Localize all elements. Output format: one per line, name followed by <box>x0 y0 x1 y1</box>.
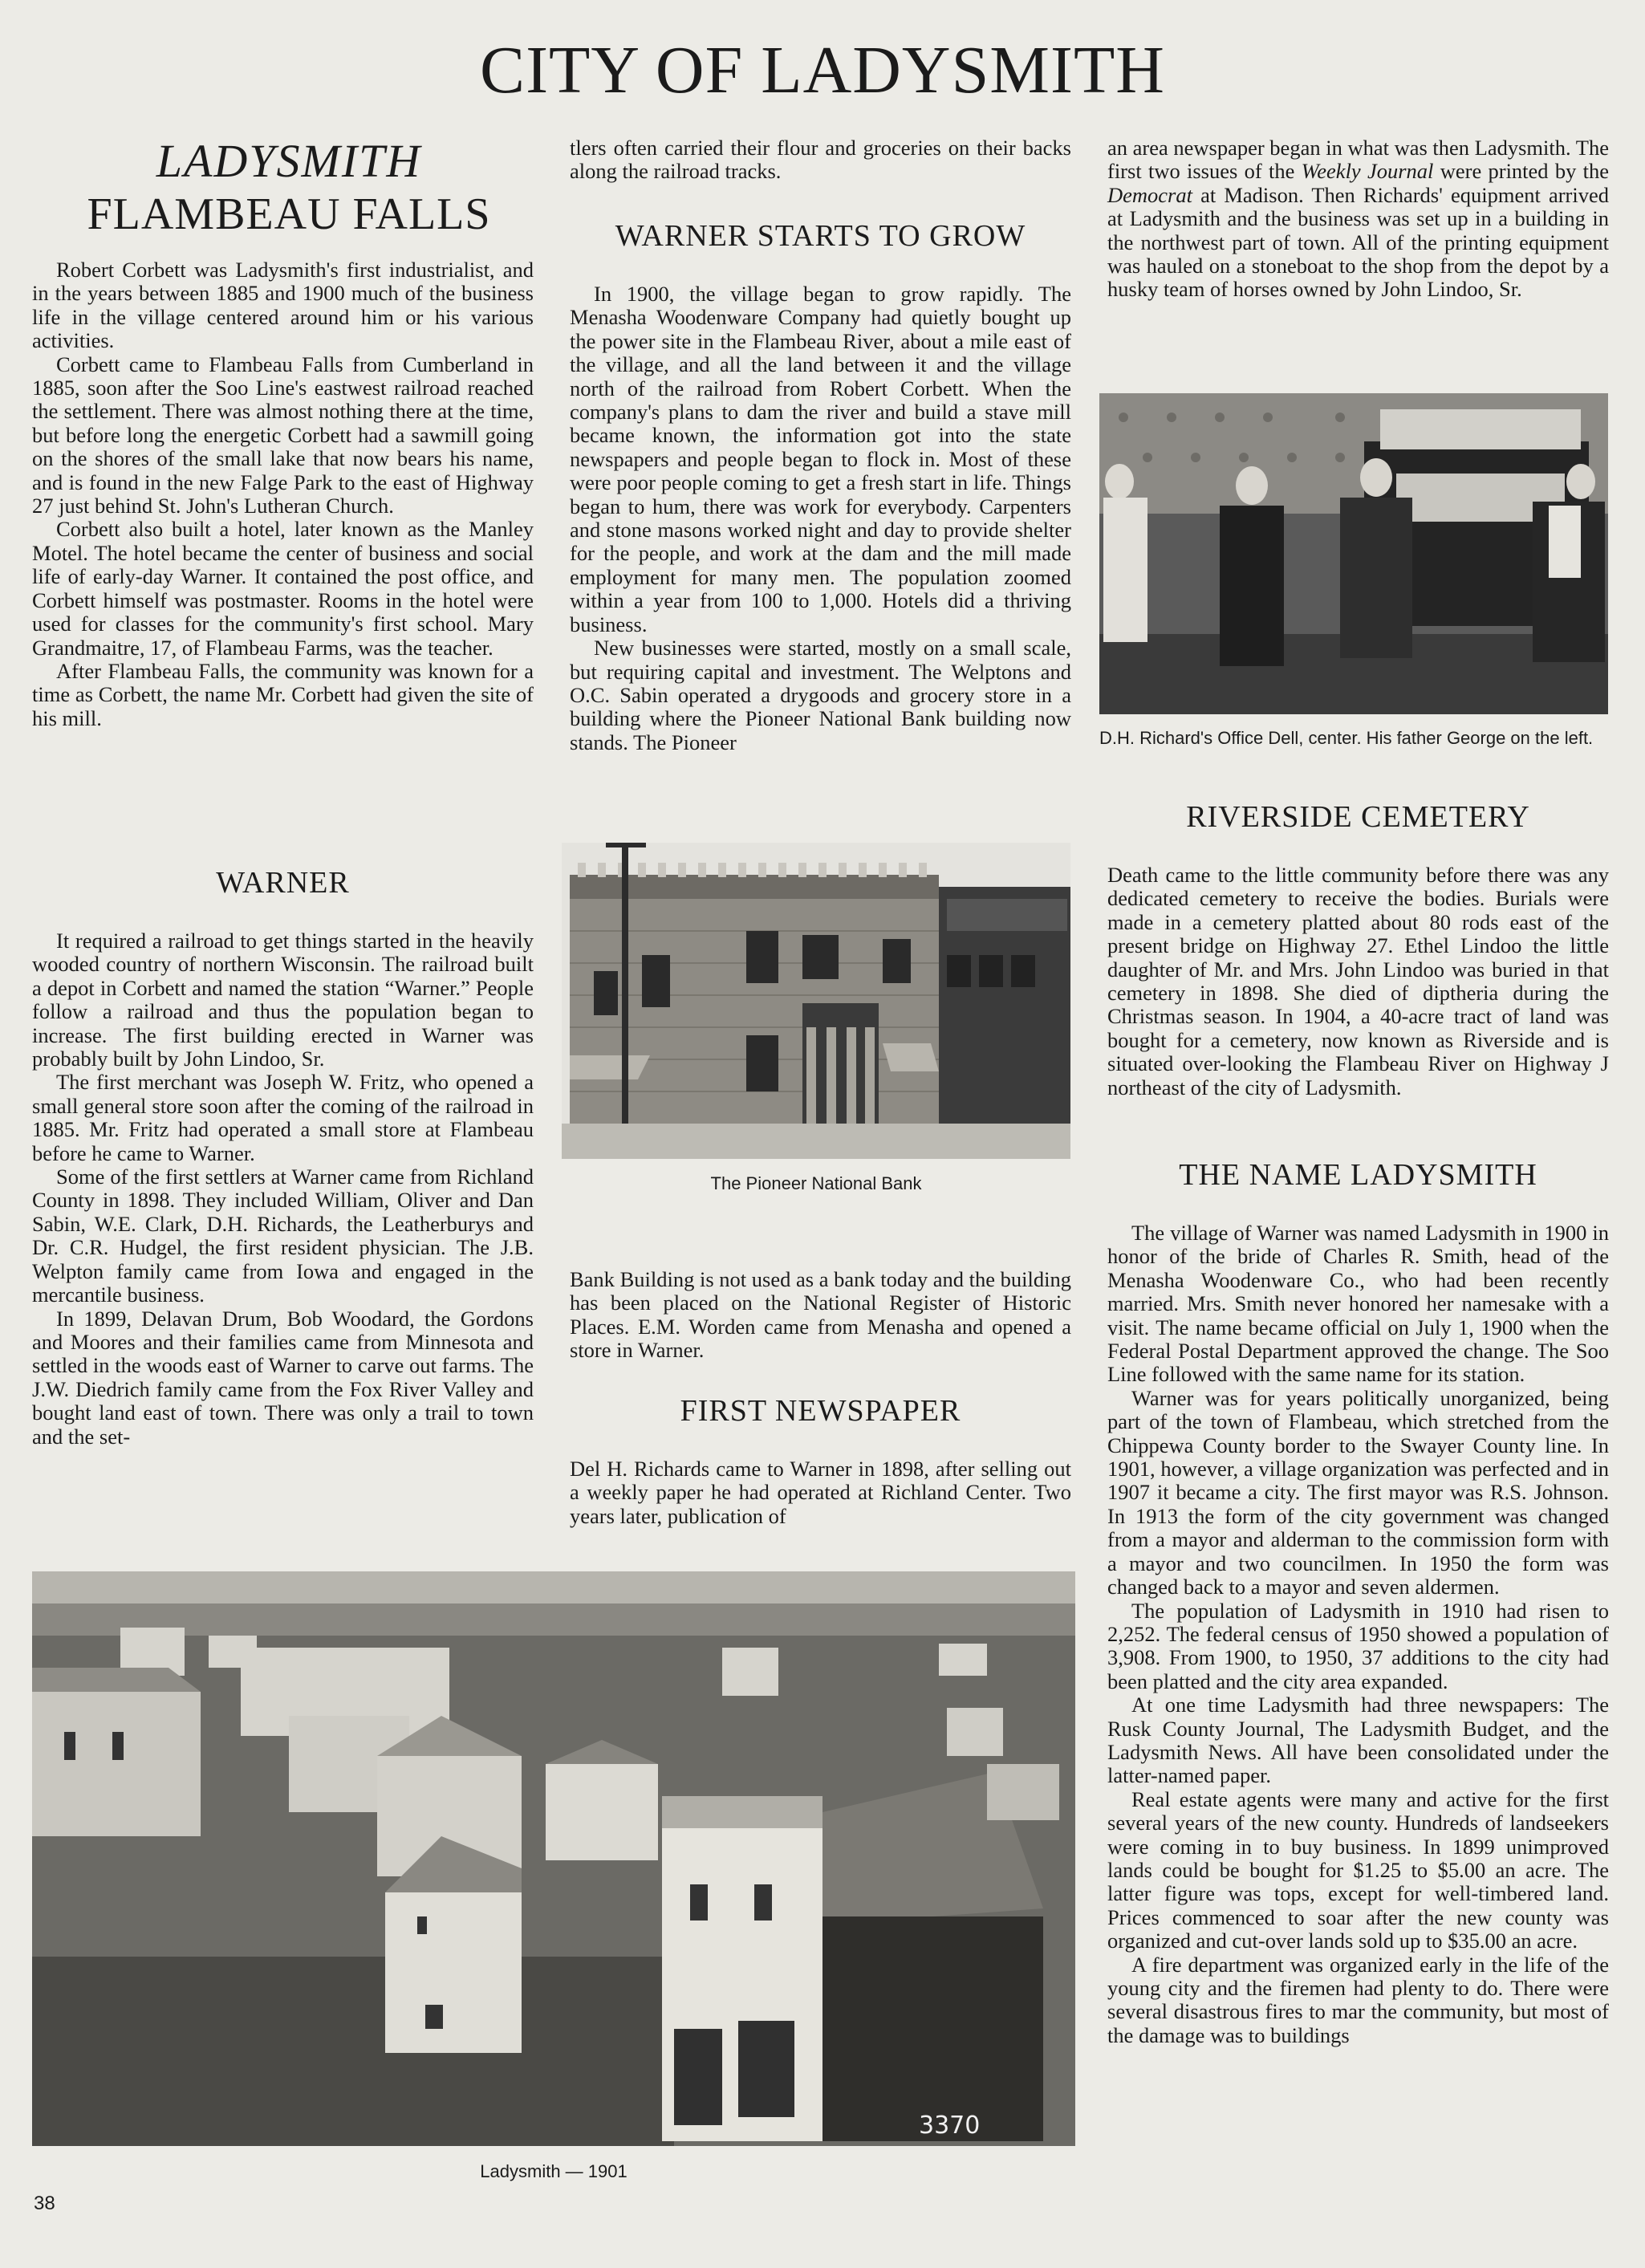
paragraph: The population of Ladysmith in 1910 had risen to 2,252. The federal census of 1950 showed a population of 3,908. From 1900, to 1950, 37 additions to the city had been platted and the city area expanded. <box>1107 1598 1609 1693</box>
paragraph: In 1900, the village began to grow rapidly. The Menasha Woodenware Company had quietly bought up the power site in the Flambeau River, about a mile east of the village, and all the land between it and the village north of the railroad from Robert Corbett. When the company's plans to dam the river and build a stave mill became known, the information got into the state newspapers and people began to flock in. Most of these were poor people coming to get a fresh start in life. Things began to hum, there was work for everybody. Carpenters and stone masons worked night and day to provide shelter for the people, and work at the dam and the mill made employment for many men. The population zoomed within a year from 100 to 1,000. Hotels did a thriving business. <box>570 282 1071 636</box>
paragraph: New businesses were started, mostly on a small scale, but requiring capital and investment. The Welptons and O.C. Sabin operated a drygoods and grocery store in a building where the Pioneer National Bank building now stands. The Pioneer <box>570 636 1071 754</box>
col3-continuation <box>1107 136 1609 302</box>
paragraph <box>1107 136 1609 302</box>
page-title: CITY OF LADYSMITH <box>480 33 1165 108</box>
paragraph: Some of the first settlers at Warner came from Richland County in 1898. They included William, Oliver and Dan Sabin, W.E. Clark, D.H. Richards, the Leatherburys and Dr. C.R. Hudgel, the first resident physician. The J.B. Welpton family came from Iowa and engaged in the mercantile business. <box>32 1164 534 1307</box>
office-photo-caption: D.H. Richard's Office Dell, center. His father George on the left. <box>1099 728 1594 748</box>
paragraph: The village of Warner was named Ladysmith in 1900 in honor of the bride of Charles R. Smith, head of the Menasha Woodenware Co., who had been recently married. Mrs. Smith never honored her namesake with a visit. The name became official on July 1, 1900 when the Federal Postal Department approved the change. The Soo Line followed with the same name for its station. <box>1107 1221 1609 1387</box>
heading-warner-starts-to-grow: WARNER STARTS TO GROW <box>615 219 1026 253</box>
section-title-flambeau-falls: FLAMBEAU FALLS <box>87 189 491 239</box>
cemetery-body <box>1107 864 1609 1099</box>
town-photo <box>32 1571 1075 2146</box>
paragraph: Bank Building is not used as a bank today and the building has been placed on the National Register of Historic Places. E.M. Worden came from Menasha and opened a store in Warner. <box>570 1267 1071 1363</box>
paragraph: tlers often carried their flour and groceries on their backs along the railroad tracks. <box>570 136 1071 184</box>
pioneer-bank-photo <box>562 843 1070 1159</box>
paragraph: The first merchant was Joseph W. Fritz, who opened a small general store soon after the coming of the railroad in 1885. Mr. Fritz had operated a small store at Flambeau before he came to Warner. <box>32 1070 534 1165</box>
italic-title: Weekly Journal <box>1301 159 1434 184</box>
page-number: 38 <box>34 2193 55 2214</box>
paragraph: Real estate agents were many and active for the first several years of the new county. Hundreds of landseekers were coming in to buy business. In 1899 unimproved lands could be bought for $1.25 to $5.00 an acre. The latter figure was tops, except for well-timbered land. Prices commenced to soar after the new county was organized and cut-over lands sold up to $35.00 an acre. <box>1107 1786 1609 1953</box>
paragraph: In 1899, Delavan Drum, Bob Woodard, the Gordons and Moores and their families came from Minnesota and settled in the woods east of Warner to carve out farms. The J.W. Diedrich family came from the Fox River Valley and bought land east of town. There was only a trail to town and the set- <box>32 1306 534 1449</box>
italic-title: Democrat <box>1107 182 1192 207</box>
paragraph: Robert Corbett was Ladysmith's first industrialist, and in the years between 1885 and 1900 much of the business life in the village centered around him or his various activities. <box>32 258 534 353</box>
paragraph: Warner was for years politically unorganized, being part of the town of Flambeau, which stretched from the Chippewa County border to the Swayer County line. In 1901, however, a village organization was perfected and in 1907 it became a city. The first mayor was R.S. Johnson. In 1913 the form of the city government was changed from a mayor and alderman to the commission form with a mayor and two councilmen. In 1950 the form was changed back to a mayor and seven aldermen. <box>1107 1385 1609 1599</box>
text-run: were printed by the <box>1440 159 1609 184</box>
office-photo <box>1099 393 1608 714</box>
text-run: an area newspaper began in what was then Ladysmith. The first two issues of the <box>1107 136 1609 184</box>
paragraph: Del H. Richards came to Warner in 1898, after selling out a weekly paper he had operated at Richland Center. Two years later, publication of <box>570 1457 1071 1528</box>
paragraph: At one time Ladysmith had three newspapers: The Rusk County Journal, The Ladysmith Budget, and the Ladysmith News. All have been consolidated under the latter-named paper. <box>1107 1693 1609 1788</box>
section-title-ladysmith: LADYSMITH <box>156 135 422 187</box>
name-body <box>1107 1221 1609 2047</box>
text-run: at Madison. Then Richards' equipment arrived at Ladysmith and the business was set up in a building in the northwest part of town. All of the printing equipment was hauled on a stoneboat to the shop from the depot by a husky team of horses owned by John Lindoo, Sr. <box>1107 182 1610 302</box>
heading-riverside-cemetery: RIVERSIDE CEMETERY <box>1186 800 1530 834</box>
paragraph: Death came to the little community before there was any dedicated cemetery to receive the bodies. Burials were made in a cemetery platted about 80 rods east of the present bridge on Highway 27. Ethel Lindoo the little daughter of Mr. and Mrs. John Lindoo was buried in that cemetery in 1898. She died of diptheria during the Christmas season. In 1904, a 40-acre tract of land was bought for a cemetery, now known as Riverside and is situated over-looking the Flambeau River on Highway J northeast of the city of Ladysmith. <box>1107 863 1609 1099</box>
heading-first-newspaper: FIRST NEWSPAPER <box>680 1394 961 1428</box>
bank-photo-caption: The Pioneer National Bank <box>710 1173 922 1193</box>
photo-inscription: 3370 <box>919 2112 981 2140</box>
grow-body <box>570 282 1071 754</box>
heading-warner: WARNER <box>216 866 350 900</box>
ladysmith-body <box>32 258 534 730</box>
paragraph: It required a railroad to get things started in the heavily wooded country of northern Wisconsin. The railroad built a depot in Corbett and named the station “Warner.” People follow a railroad and thus the population began to increase. The first building erected in Warner was probably built by John Lindoo, Sr. <box>32 929 534 1071</box>
newspaper-body <box>570 1457 1071 1528</box>
paragraph: Corbett also built a hotel, later known as the Manley Motel. The hotel became the center of business and social life of early-day Warner. It contained the post office, and Corbett himself was postmaster. Rooms in the hotel were used for classes for the community's first school. Mary Grandmaitre, 17, of Flambeau Farms, was the teacher. <box>32 517 534 660</box>
col2-after-bank <box>570 1268 1071 1363</box>
col2-continuation <box>570 136 1071 184</box>
town-photo-caption: Ladysmith — 1901 <box>480 2161 628 2181</box>
warner-body <box>32 929 534 1449</box>
paragraph: After Flambeau Falls, the community was known for a time as Corbett, the name Mr. Corbett had given the site of his mill. <box>32 658 534 730</box>
heading-the-name-ladysmith: THE NAME LADYSMITH <box>1179 1158 1537 1192</box>
paragraph: A fire department was organized early in the life of the young city and the firemen had plenty to do. There were several disastrous fires to mar the community, but most of the damage was to buildings <box>1107 1952 1609 2047</box>
paragraph: Corbett came to Flambeau Falls from Cumberland in 1885, soon after the Soo Line's eastwest railroad reached the settlement. There was almost nothing there at the time, but before long the energetic Corbett had a sawmill going on the shores of the small lake that now bears his name, and is found in the new Falge Park to the east of Highway 27 just behind St. John's Lutheran Church. <box>32 352 534 518</box>
